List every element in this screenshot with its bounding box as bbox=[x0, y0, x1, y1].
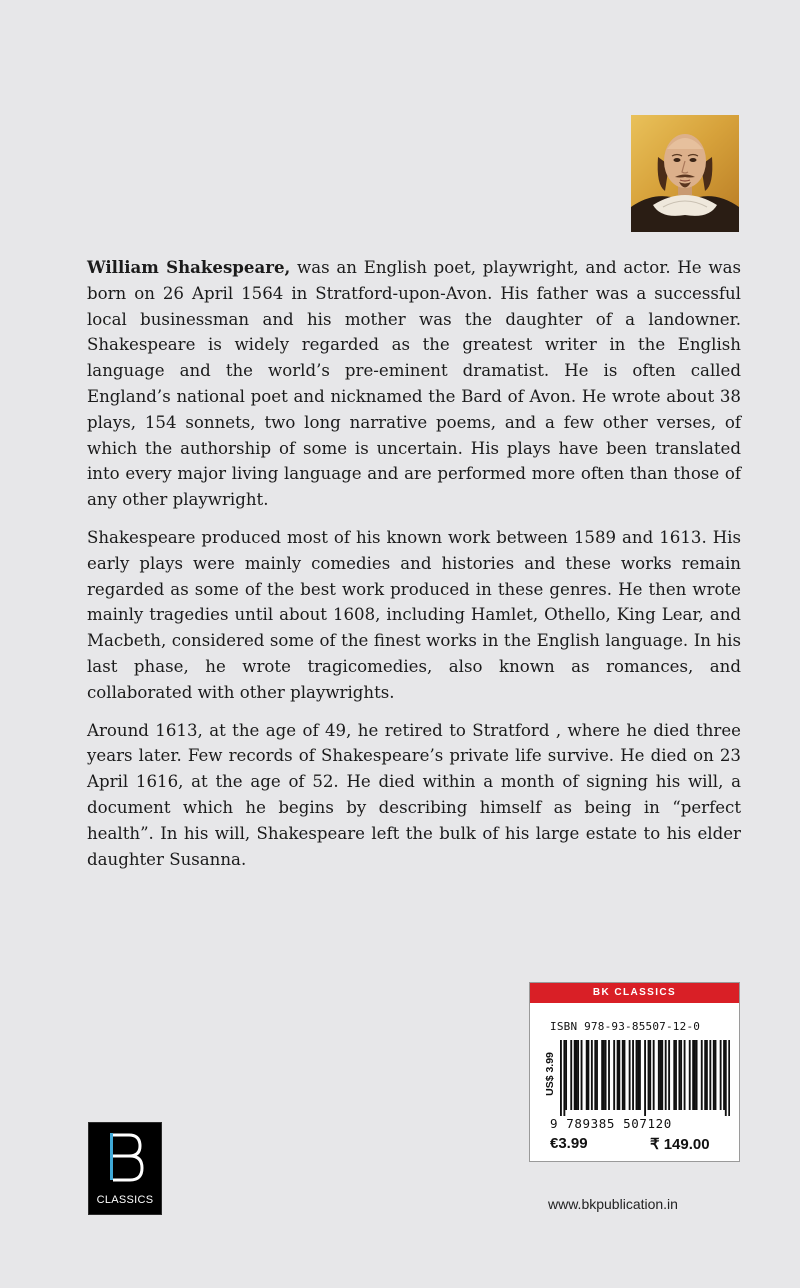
publisher-website: www.bkpublication.in bbox=[548, 1196, 678, 1212]
barcode-box bbox=[529, 982, 740, 1162]
logo-label: CLASSICS bbox=[96, 1194, 154, 1206]
isbn-text: ISBN 978-93-85507-12-0 bbox=[550, 1020, 701, 1033]
barcode bbox=[560, 1040, 730, 1116]
publisher-logo bbox=[88, 1122, 162, 1215]
author-portrait bbox=[631, 115, 739, 232]
bio-paragraph-1-text: was an English poet, playwright, and actor. He was born on 26 April 1564 in Stratford-upon-Avon. His father was a successful local businessman and his mother was the daughter of a landowner. Shakespeare is widely regarded as the greatest writer in the English language and the world’s pre-eminent dramatist. He is often called England’s national poet and nicknamed the Bard of Avon. He wrote about 38 plays, 154 sonnets, two long narrative poems, and a few other verses, of which the authorship of some is uncertain. His plays have been translated into every major living language and are performed more often than those of any other playwright. bbox=[87, 258, 741, 510]
price-eur: €3.99 bbox=[550, 1135, 588, 1152]
author-biography bbox=[87, 255, 741, 884]
portrait-illustration bbox=[631, 115, 739, 232]
bio-paragraph-2: Shakespeare produced most of his known work between 1589 and 1613. His early plays were mainly comedies and histories and these works remain regarded as some of the best work produced in these genres. He then wrote mainly tragedies until about 1608, including Hamlet, Othello, King Lear, and Macbeth, considered some of the finest works in the English language. In his last phase, he wrote tragicomedies, also known as romances, and collaborated with other playwrights. bbox=[87, 527, 741, 702]
author-name: William Shakespeare, bbox=[87, 257, 291, 277]
bio-paragraph-3: Around 1613, at the age of 49, he retired to Stratford , where he died three years later. Few records of Shakespeare’s private life survive. He died on 23 April 1616, at the age of 52. He died within a month of signing his will, a document which he begins by describing himself as being in “perfect health”. In his will, Shakespeare left the bulk of his large estate to his elder daughter Susanna. bbox=[87, 720, 741, 869]
bk-logo-mark bbox=[89, 1123, 161, 1193]
barcode-header: BK CLASSICS bbox=[530, 983, 739, 1003]
price-inr: ₹ 149.00 bbox=[650, 1136, 710, 1153]
barcode-digits: 9 789385 507120 bbox=[550, 1116, 672, 1131]
usd-price: US$ 3.99 bbox=[543, 1052, 556, 1096]
bio-paragraph-1 bbox=[87, 255, 741, 513]
